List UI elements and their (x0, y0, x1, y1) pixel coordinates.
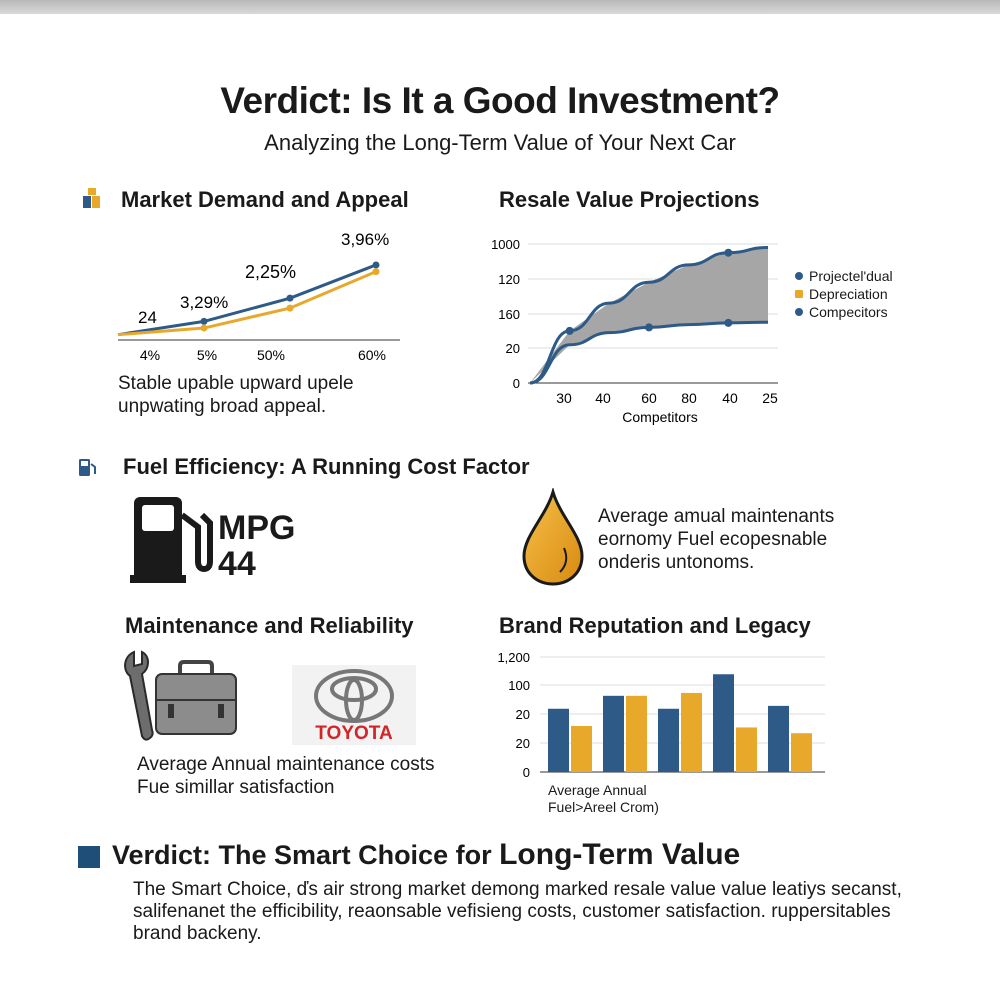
toolbox-icon (152, 660, 240, 738)
bar (791, 733, 812, 772)
resale-heading: Resale Value Projections (499, 187, 760, 212)
legend-item (795, 285, 893, 303)
legend-label: Depreciation (809, 286, 888, 302)
legend-item (795, 267, 893, 285)
mpg-value: 44 (218, 545, 256, 583)
x-tick-label: 40 (595, 390, 611, 406)
x-tick-label: 50% (256, 347, 286, 363)
toyota-logo-tile (292, 665, 416, 745)
bar (603, 696, 624, 772)
maintenance-description: Average Annual maintenance costs Fue simillar satisfaction (137, 754, 435, 798)
verdict-heading-part1: Verdict: The Smart Choice for (112, 840, 500, 870)
legend-label: Projectel'dual (809, 268, 893, 284)
data-point (201, 325, 208, 332)
resale-legend (795, 267, 893, 321)
verdict-heading (112, 838, 740, 872)
bar (571, 726, 592, 772)
data-point (724, 319, 732, 327)
data-point (287, 305, 294, 312)
fuel-heading: Fuel Efficiency: A Running Cost Factor (123, 454, 530, 479)
y-tick-label: 1000 (491, 237, 520, 252)
x-tick-label: 25 (762, 390, 778, 406)
x-tick-label: 4% (139, 347, 161, 363)
legend-marker (795, 308, 803, 316)
data-point (287, 295, 294, 302)
y-tick-label: 160 (498, 307, 520, 322)
market-description: Stable upable upward upele unpwating broad appeal. (118, 373, 354, 417)
y-tick-label: 0 (512, 376, 520, 391)
annotation-label: 2,25% (245, 262, 297, 282)
data-point (201, 318, 208, 325)
verdict-square-icon (78, 846, 100, 868)
legend-marker (795, 290, 803, 298)
building-blocks-icon (80, 186, 106, 212)
mpg-label: MPG (218, 509, 296, 547)
annotation-label: 3,96% (341, 230, 390, 249)
y-tick-label: 0 (522, 765, 530, 780)
legend-marker (795, 272, 803, 280)
y-tick-label: 20 (505, 341, 520, 356)
bar (713, 674, 734, 772)
bar (768, 706, 789, 772)
x-tick-label: 80 (681, 390, 697, 406)
bar (626, 696, 647, 772)
toyota-emblem-icon (312, 667, 396, 725)
verdict-heading-part2: Long-Term Value (499, 838, 741, 871)
toyota-logo-text: TOYOTA (315, 723, 393, 744)
resale-band (530, 247, 768, 383)
market-heading: Market Demand and Appeal (121, 187, 409, 212)
data-point (724, 249, 732, 257)
data-point (373, 261, 380, 268)
bar (548, 709, 569, 772)
resale-chart (480, 230, 790, 430)
annotation-label: 3,29% (180, 293, 229, 312)
page-subtitle: Analyzing the Long-Term Value of Your Next Car (264, 130, 736, 155)
y-tick-label: 20 (515, 736, 530, 751)
bar (681, 693, 702, 772)
brand-x-axis-title: Average Annual Fuel>Areel Crom) (548, 782, 659, 815)
data-point (645, 323, 653, 331)
x-tick-label: 60 (641, 390, 657, 406)
fuel-pump-icon (130, 495, 215, 585)
data-point (566, 327, 574, 335)
legend-label: Compecitors (809, 304, 888, 320)
data-point (373, 268, 380, 275)
fuel-pump-small-icon (76, 456, 100, 480)
brand-heading: Brand Reputation and Legacy (499, 613, 811, 638)
y-tick-label: 120 (498, 272, 520, 287)
y-tick-label: 20 (515, 707, 530, 722)
x-tick-label: 40 (722, 390, 738, 406)
page-title: Verdict: Is It a Good Investment? (220, 80, 780, 121)
verdict-text: The Smart Choice, ďs air strong market demong marked resale value value leatiys secanst, salifenanet the efficibility, reaonsable vefisieng costs, customer satisfaction. ruppersitables brand backeny. (133, 879, 902, 944)
top-bar (0, 0, 1000, 14)
x-tick-label: 30 (556, 390, 572, 406)
fuel-description: Average amual maintenants eornomy Fuel ecopesnable onderis untonoms. (598, 506, 835, 573)
annotation-label: 24 (138, 308, 157, 327)
market-demand-chart (110, 225, 410, 370)
y-tick-label: 100 (508, 678, 530, 693)
maintenance-heading: Maintenance and Reliability (125, 613, 414, 638)
bar (736, 727, 757, 772)
x-tick-label: 60% (357, 347, 387, 363)
y-tick-label: 1,200 (497, 650, 530, 665)
legend-item (795, 303, 893, 321)
x-tick-label: 5% (196, 347, 218, 363)
bar (658, 709, 679, 772)
oil-drop-icon (518, 488, 588, 588)
x-axis-title: Competitors (622, 409, 698, 425)
